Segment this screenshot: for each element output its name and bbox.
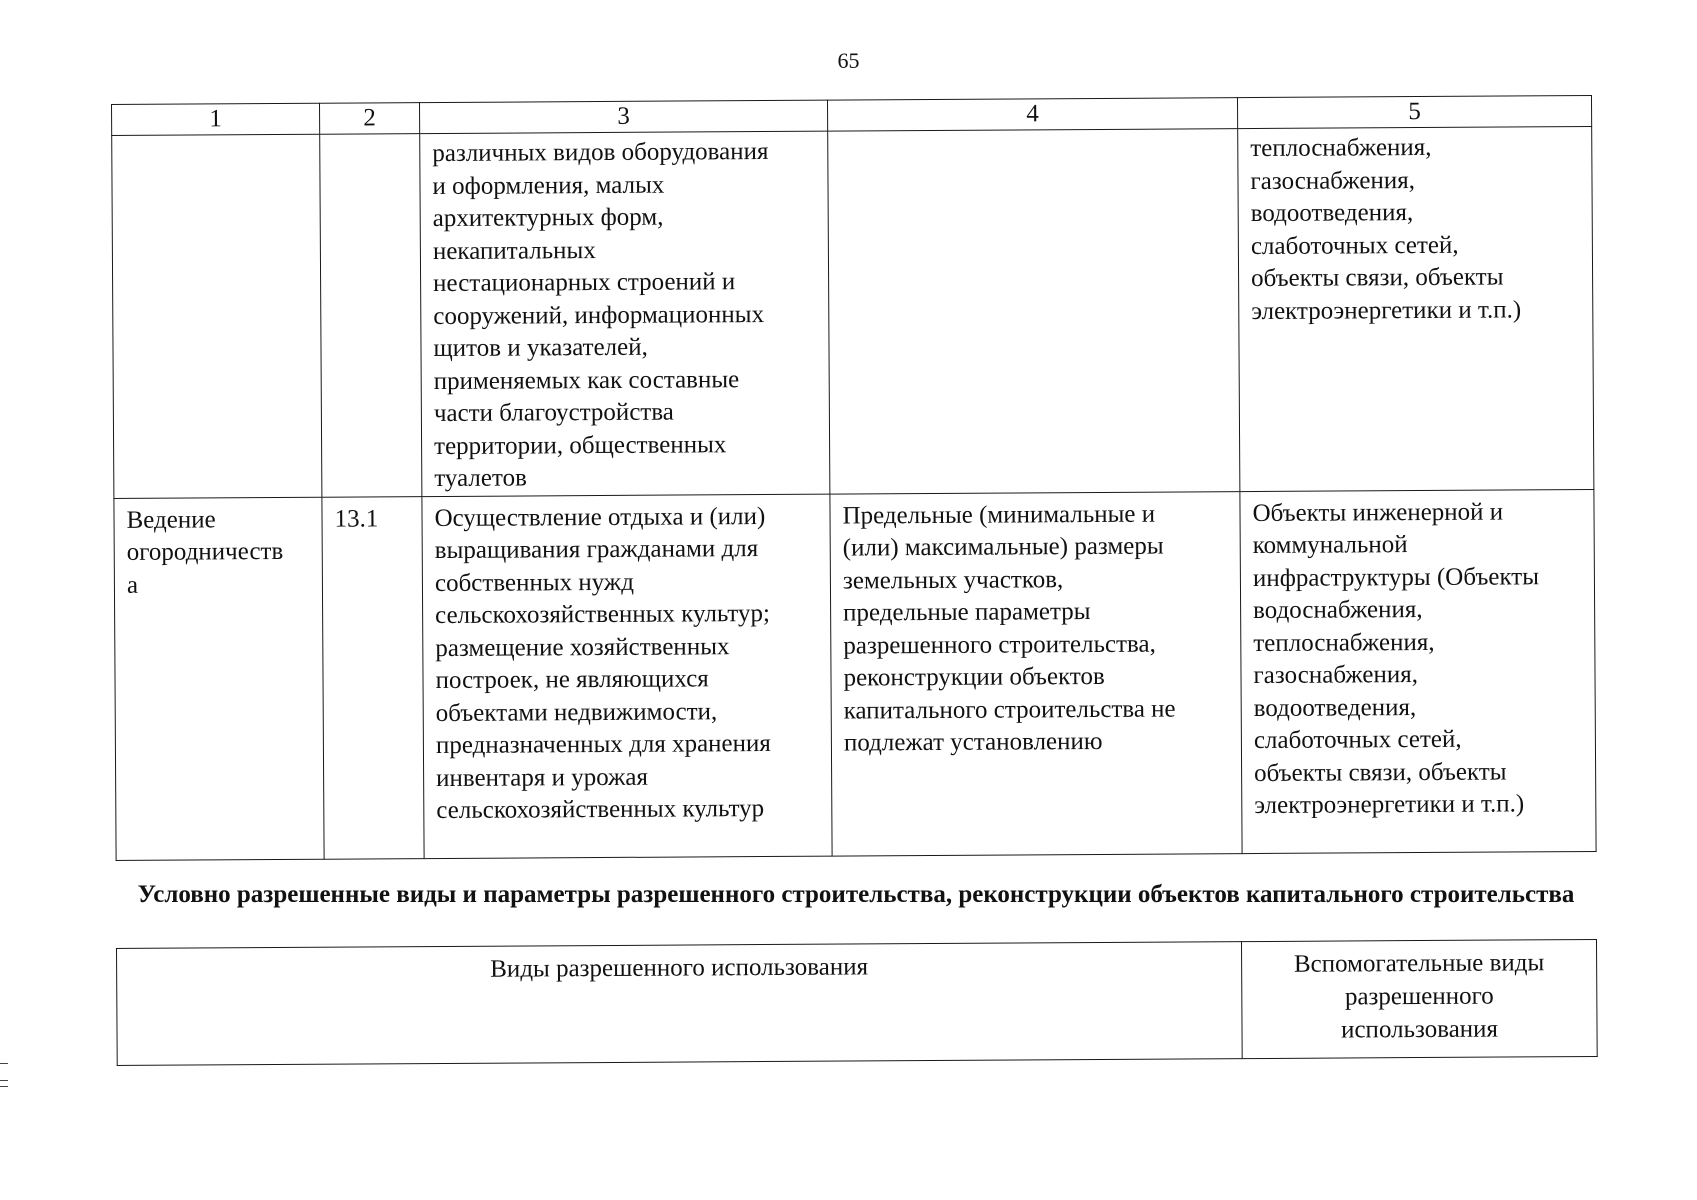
- margin-mark: [0, 1080, 8, 1081]
- parameters-cell: Предельные (минимальные и (или) максимальные) размеры земельных участков, предельные параметры разрешенного строительства, реконструкции объектов капитального строительства не подлежат установлению: [830, 491, 1242, 855]
- section-heading: Условно разрешенные виды и параметры разрешенного строительства, реконструкции объектов капитального строительства: [137, 881, 1575, 908]
- conditional-uses-table: [116, 939, 1598, 1066]
- parameters-cell: [828, 129, 1240, 494]
- table-row: [112, 126, 1594, 498]
- auxiliary-uses-header: Вспомогательные виды разрешенного использования: [1241, 939, 1597, 1058]
- table-row: [114, 489, 1596, 860]
- use-code-cell: [320, 134, 422, 497]
- margin-mark: [0, 1086, 8, 1087]
- use-type-name-cell: [112, 134, 322, 498]
- column-number-3: 3: [419, 100, 827, 133]
- use-code-cell: 13.1: [322, 496, 424, 859]
- column-number-1: 1: [112, 103, 320, 135]
- use-type-name-cell: Ведение огородничеств а: [114, 497, 324, 860]
- margin-mark: [0, 1063, 8, 1064]
- column-number-4: 4: [827, 98, 1237, 132]
- permitted-uses-header: Виды разрешенного использования: [117, 942, 1243, 1066]
- column-number-2: 2: [319, 103, 419, 135]
- use-description-cell: Осуществление отдыха и (или) выращивания гражданами для собственных нужд сельскохозяйственных культур; размещение хозяйственных построек, не являющихся объектами недвижимости, предназначенных для хранения инвентаря и урожая сельскохозяйственных культур: [422, 494, 832, 858]
- table-header-row: [117, 939, 1598, 1065]
- page-number: 65: [837, 48, 860, 73]
- use-description-cell: различных видов оборудования и оформления, малых архитектурных форм, некапитальных нестационарных строений и сооружений, информационных щитов и указателей, применяемых как составные части благоустройства территории, общественных туалетов: [420, 131, 830, 496]
- permitted-uses-table: [111, 95, 1597, 861]
- auxiliary-uses-cell: Объекты инженерной и коммунальной инфраструктуры (Объекты водоснабжения, теплоснабжения, газоснабжения, водоотведения, слаботочных сетей, объекты связи, объекты электроэнергетики и т.п.): [1240, 489, 1596, 853]
- column-number-5: 5: [1237, 95, 1591, 128]
- auxiliary-uses-cell: теплоснабжения, газоснабжения, водоотведения, слаботочных сетей, объекты связи, объекты электроэнергетики и т.п.): [1238, 126, 1594, 491]
